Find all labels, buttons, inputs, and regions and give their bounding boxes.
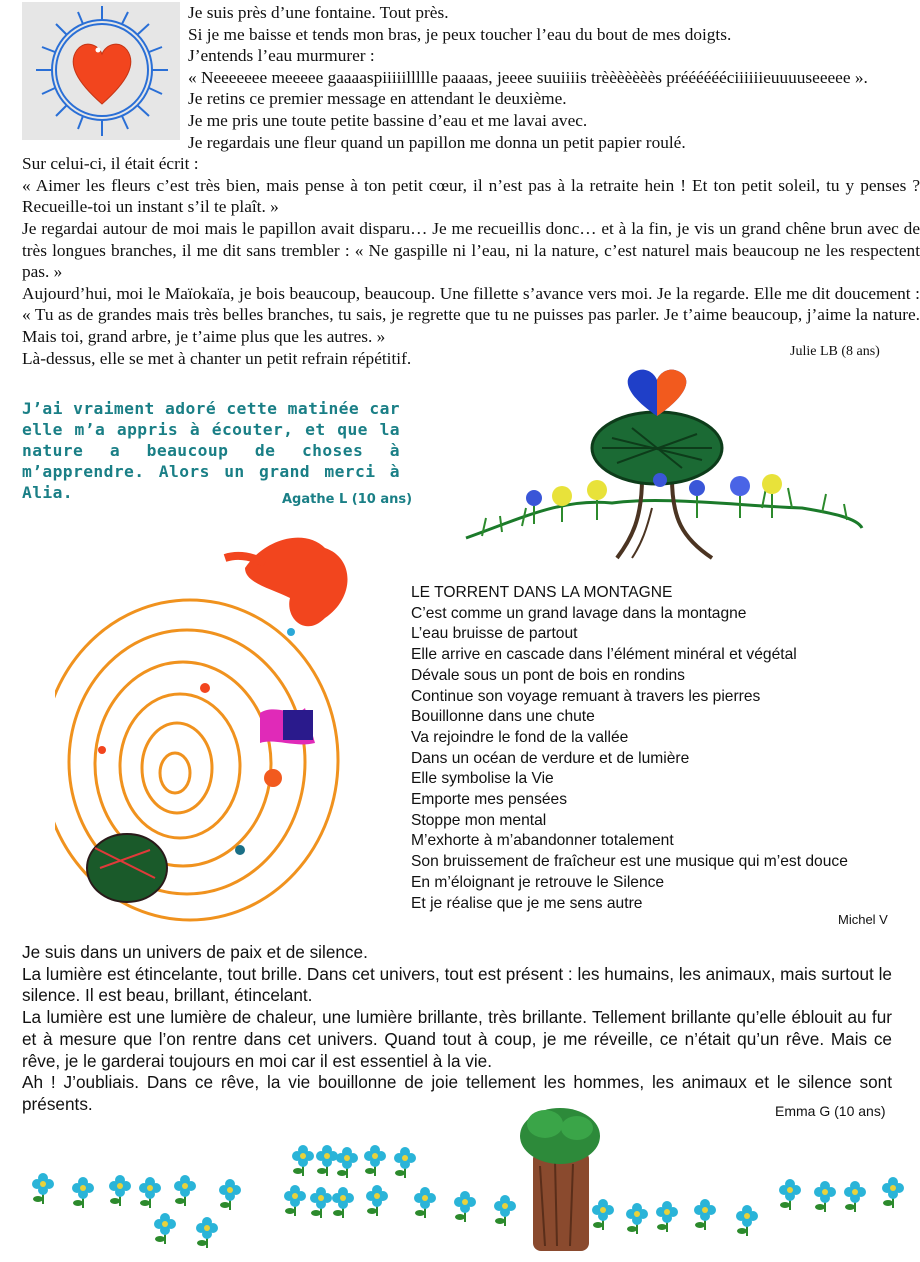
flower-icon (366, 1185, 388, 1216)
poem-line: Elle symbolise la Vie (411, 770, 554, 788)
paragraph: J’entends l’eau murmurer : (188, 46, 375, 66)
poem-line: En m’éloignant je retrouve le Silence (411, 873, 665, 891)
poem-line: Bouillonne dans une chute (411, 708, 595, 726)
poem-title: LE TORRENT DANS LA MONTAGNE (411, 584, 673, 601)
poem-line: Son bruissement de fraîcheur est une musique qui m’est douce (411, 853, 848, 871)
poem-line: Et je réalise que je me sens autre (411, 894, 643, 912)
flower-icon (109, 1175, 131, 1206)
paragraph: « Neeeeeee meeeee gaaaaspiiiiillllle paaaas, jeeee suuiiiis trèèèèèèès prééééééciiiiiieuuuuseeeee ». (188, 67, 868, 87)
flower-icon (72, 1177, 94, 1208)
paragraph: Là-dessus, elle se met à chanter un petit refrain répétitif. (22, 348, 412, 368)
paragraph: « Aimer les fleurs c’est très bien, mais pense à ton petit cœur, il n’est pas à la retraite hein ! Et ton petit soleil, tu y penses ? Recueille-toi un instant s’il te plaît. » (22, 175, 920, 217)
poem-line: Stoppe mon mental (411, 811, 547, 829)
michel-signature: Michel V (838, 912, 888, 927)
paragraph: La lumière est étincelante, tout brille. Dans cet univers, tout est présent : les humains, les animaux, mais surtout le silence. Il est beau, brillant, étincelant. (22, 963, 892, 1006)
poem-line: Va rejoindre le fond de la vallée (411, 728, 629, 746)
poem-line: Dévale sous un pont de bois en rondins (411, 666, 685, 684)
paragraph: Sur celui-ci, il était écrit : (22, 154, 199, 174)
flower-icon (196, 1217, 218, 1248)
flower-icon (32, 1173, 54, 1204)
flower-icon (814, 1181, 836, 1212)
julie-story (22, 2, 920, 369)
flower-icon (284, 1185, 306, 1216)
flower-icon (364, 1145, 386, 1176)
flower-icon (154, 1213, 176, 1244)
tree-icon (520, 1108, 600, 1251)
flower-icon (844, 1181, 866, 1212)
flower-icon (174, 1175, 196, 1206)
emma-signature: Emma G (10 ans) (775, 1103, 886, 1119)
flower-icon (310, 1187, 332, 1218)
paragraph: Si je me baisse et tends mon bras, je peux toucher l’eau du bout de mes doigts. (188, 24, 732, 44)
flower-icon (414, 1187, 436, 1218)
flower-icon (394, 1147, 416, 1178)
paragraph: Je suis dans un univers de paix et de silence. (22, 942, 368, 962)
emma-story (22, 942, 892, 1116)
julie-signature: Julie LB (8 ans) (790, 344, 880, 359)
flower-icon (139, 1177, 161, 1208)
agathe-text: J’ai vraiment adoré cette matinée car elle m’a appris à écouter, et que la nature a beaucoup de choses à m’apprendre. Alors un grand merci à Alia. (22, 399, 400, 502)
flower-icon (882, 1177, 904, 1208)
poem-line: Elle arrive en cascade dans l’élément minéral et végétal (411, 646, 797, 664)
poem-line: Dans un océan de verdure et de lumière (411, 749, 690, 767)
flower-icon (336, 1147, 358, 1178)
paragraph: Je regardai autour de moi mais le papillon avait disparu… Je me recueillis donc… et à la fin, je vis un grand chêne brun avec de très longues branches, il me dit sans trembler : « Ne gaspille ni l’eau, ni la nature, c’est naturel mais beaucoup ne les respectent pas. » (22, 218, 920, 282)
flower-icon (332, 1187, 354, 1218)
spiral-drawing (55, 528, 407, 932)
paragraph: Je regardais une fleur quand un papillon me donna un petit papier roulé. (188, 132, 686, 152)
paragraph: La lumière est une lumière de chaleur, une lumière brillante, très brillante. Tellement brillante qu’elle éblouit au fur et à mesure que l’on rentre dans cet univers. Quand tout à coup, je me réveille, ce n’était qu’un rêve. Mais ce rêve, je le garderai toujours en moi car il est essentiel à la vie. (22, 1007, 892, 1071)
paragraph: Aujourd’hui, moi le Maïokaïa, je bois beaucoup, beaucoup. Une fillette s’avance vers moi. Je la regarde. Elle me dit doucement : « Tu as de grandes mais très belles branches, tu sais, je regrette que tu ne puisses pas parler. Je t’aime beaucoup, j’aime la nature. Mais toi, grand arbre, je t’aime plus que les autres. » (22, 283, 920, 346)
paragraph: Je retins ce premier message en attendant le deuxième. (188, 89, 567, 109)
flower-icon (626, 1203, 648, 1234)
flower-icon (592, 1199, 614, 1230)
poem-line: Continue son voyage remuant à travers les pierres (411, 687, 761, 705)
flower-icon (494, 1195, 516, 1226)
poem-line: L’eau bruisse de partout (411, 625, 578, 643)
agathe-signature: Agathe L (10 ans) (282, 492, 413, 507)
flower-icon (292, 1145, 314, 1176)
flower-icon (219, 1179, 241, 1210)
paragraph: Ah ! J’oubliais. Dans ce rêve, la vie bouillonne de joie tellement les hommes, les animaux et le silence sont présents. (22, 1072, 892, 1114)
poem-line: C’est comme un grand lavage dans la montagne (411, 604, 747, 622)
flower-icon (656, 1201, 678, 1232)
flower-icon (736, 1205, 758, 1236)
flower-icon (316, 1145, 338, 1176)
paragraph: Je suis près d’une fontaine. Tout près. (188, 3, 449, 22)
paragraph: Je me pris une toute petite bassine d’eau et me lavai avec. (188, 110, 588, 130)
flower-icon (454, 1191, 476, 1222)
tree-heart-drawing (462, 368, 864, 568)
poem-line: M’exhorte à m’abandonner totalement (411, 832, 674, 850)
flower-icon (694, 1199, 716, 1230)
flower-icon (779, 1179, 801, 1210)
poem-line: Emporte mes pensées (411, 791, 568, 809)
flowers-tree-border (25, 1106, 910, 1256)
poem (411, 583, 848, 914)
